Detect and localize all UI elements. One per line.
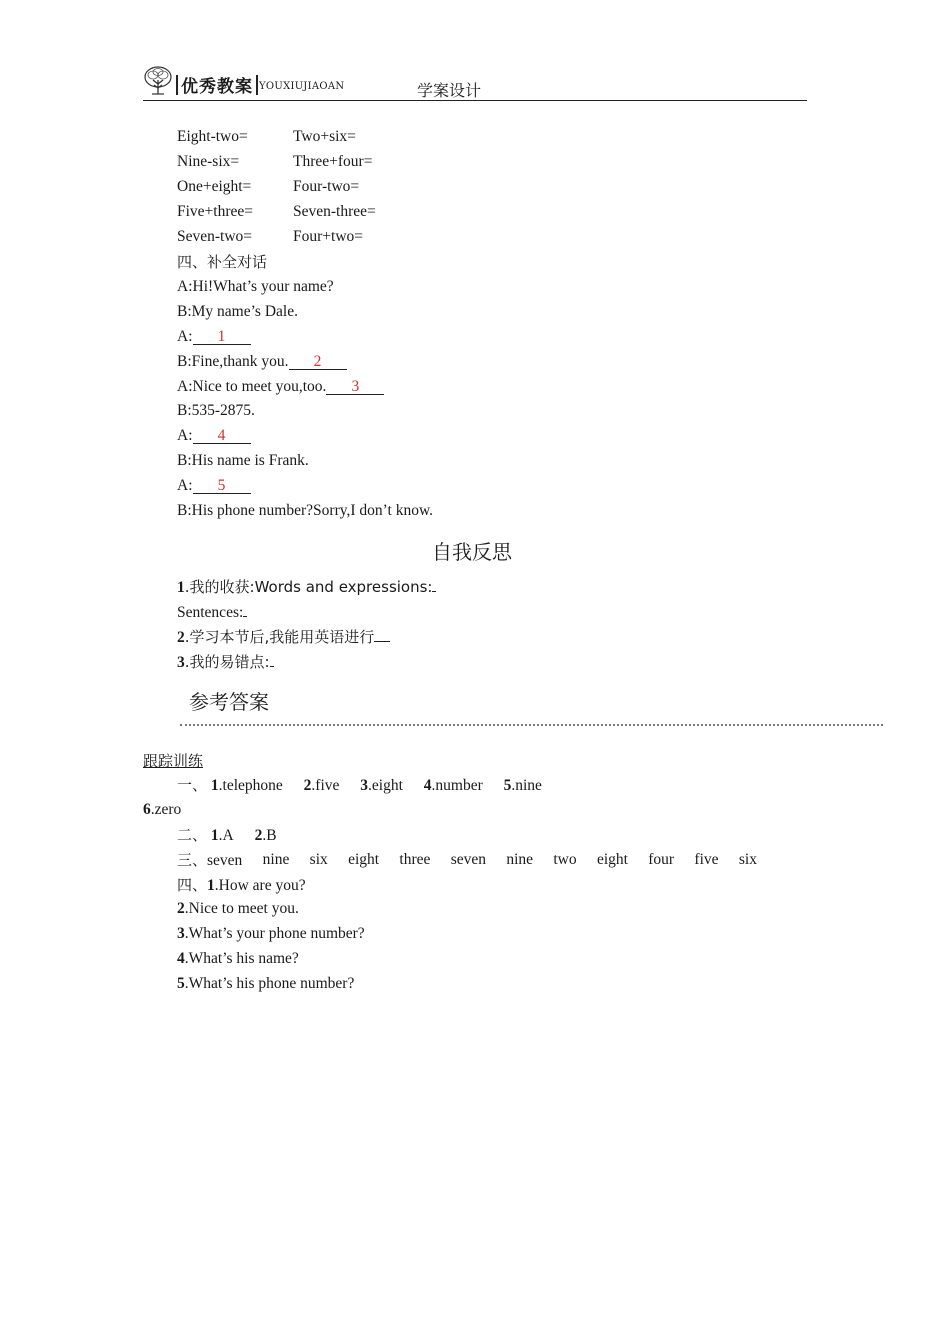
answer-section-1-tail xyxy=(143,800,181,820)
reflection-item-1 xyxy=(177,576,436,598)
dialogue-speaker: A: xyxy=(177,477,193,494)
item-number: 1 xyxy=(177,579,185,596)
dialogue-line-1: A:Hi!What’s your name? xyxy=(177,278,334,295)
answer-word: six xyxy=(309,851,328,868)
calc-left-5: Seven-two= xyxy=(177,228,253,245)
fill-blank xyxy=(270,651,274,667)
dialogue-heading: 四、补全对话 xyxy=(177,253,268,271)
item-number: 3 xyxy=(360,777,369,794)
reflection-item-3 xyxy=(177,651,274,673)
item-text: .我的收获:Words and expressions: xyxy=(184,578,433,596)
dialogue-text: A:Nice to meet you,too. xyxy=(177,378,327,395)
answer-section-4-item-2 xyxy=(177,899,299,919)
answer-blank-5: 5 xyxy=(193,478,251,494)
item-number: 2 xyxy=(303,777,312,794)
item-number: 3 xyxy=(177,925,185,942)
answer-blank-4: 4 xyxy=(193,428,251,444)
dialogue-text: B:Fine,thank you. xyxy=(177,353,289,370)
answer-blank-2: 2 xyxy=(289,354,347,370)
dialogue-line-8: B:His name is Frank. xyxy=(177,452,309,469)
answer-section-4-item-1 xyxy=(177,875,306,896)
calc-right-3: Four-two= xyxy=(293,178,360,195)
calc-left-1: Eight-two= xyxy=(177,128,248,145)
answer-word: five xyxy=(694,851,719,868)
dialogue-line-6: B:535-2875. xyxy=(177,402,255,419)
item-text: .What’s his phone number? xyxy=(184,975,355,992)
item-number: 3 xyxy=(177,654,185,671)
calc-right-2: Three+four= xyxy=(293,153,373,170)
dotted-divider xyxy=(180,724,883,726)
reflection-item-2 xyxy=(177,626,390,648)
answer-word: eight xyxy=(596,851,628,868)
answer-section-4-item-3 xyxy=(177,924,365,944)
answer-blank-3: 3 xyxy=(326,379,384,395)
answer-word: six xyxy=(738,851,757,868)
answer-word: seven xyxy=(207,852,243,869)
answer-word: four xyxy=(648,851,675,868)
section-prefix: 一、 xyxy=(177,776,208,794)
answer-blank-1: 1 xyxy=(193,329,251,345)
section-3-first xyxy=(177,850,242,871)
item-number: 5 xyxy=(177,975,185,992)
item-text: .zero xyxy=(150,801,182,818)
answer-section-4-item-4 xyxy=(177,949,299,969)
brand-subtitle: YOUXIUJIAOAN xyxy=(259,81,345,92)
answer-word: eight xyxy=(348,851,380,868)
answer-word: seven xyxy=(450,851,487,868)
reflection-title: 自我反思 xyxy=(432,540,512,564)
dialogue-line-5 xyxy=(177,377,384,397)
item-number: 1 xyxy=(210,827,219,844)
fill-blank xyxy=(243,601,247,617)
dialogue-line-2: B:My name’s Dale. xyxy=(177,303,298,320)
answer-word: nine xyxy=(506,851,534,868)
item-text: .How are you? xyxy=(214,877,306,894)
calc-left-2: Nine-six= xyxy=(177,153,240,170)
brand-name: 优秀教案 xyxy=(173,72,261,97)
dialogue-line-9 xyxy=(177,476,251,496)
answer-section-3 xyxy=(177,850,757,871)
dialogue-line-10: B:His phone number?Sorry,I don’t know. xyxy=(177,502,434,519)
dialogue-line-4 xyxy=(177,352,347,372)
section-prefix: 三、 xyxy=(177,851,208,869)
item-number: 5 xyxy=(503,777,512,794)
calc-left-3: One+eight= xyxy=(177,178,252,195)
calc-left-4: Five+three= xyxy=(177,203,254,220)
item-text: .A xyxy=(218,827,234,844)
item-text: Sentences: xyxy=(177,604,244,621)
calc-right-5: Four+two= xyxy=(293,228,364,245)
item-number: 1 xyxy=(210,777,219,794)
calc-right-4: Seven-three= xyxy=(293,203,376,220)
item-text: .five xyxy=(311,777,340,794)
answer-section-2 xyxy=(177,825,277,846)
calc-right-1: Two+six= xyxy=(293,128,356,145)
item-text: .What’s his name? xyxy=(184,950,299,967)
dialogue-speaker: A: xyxy=(177,328,193,345)
dialogue-speaker: A: xyxy=(177,427,193,444)
item-number: 4 xyxy=(423,777,432,794)
item-text: .eight xyxy=(368,777,403,794)
item-text: .nine xyxy=(511,777,542,794)
answers-title: 参考答案 xyxy=(189,690,269,714)
item-number: 2 xyxy=(254,827,263,844)
header-title: 学案设计 xyxy=(417,81,482,100)
item-number: 4 xyxy=(177,950,185,967)
item-text: .我的易错点: xyxy=(184,653,270,671)
answer-section-4-item-5 xyxy=(177,974,354,994)
dialogue-line-3 xyxy=(177,327,251,347)
item-text: .B xyxy=(262,827,277,844)
section-prefix: 二、 xyxy=(177,826,208,844)
item-text: .number xyxy=(431,777,483,794)
item-text: .Nice to meet you. xyxy=(184,900,299,917)
item-text: .What’s your phone number? xyxy=(184,925,365,942)
item-number: 1 xyxy=(207,877,215,894)
dialogue-line-7 xyxy=(177,426,251,446)
item-text: .学习本节后,我能用英语进行 xyxy=(184,628,375,646)
answer-word: three xyxy=(399,851,431,868)
item-text: .telephone xyxy=(218,777,283,794)
answer-word: two xyxy=(553,851,577,868)
page-header xyxy=(143,66,807,101)
item-number: 2 xyxy=(177,629,185,646)
reflection-item-1b xyxy=(177,601,247,623)
answer-word: nine xyxy=(262,851,290,868)
fill-blank xyxy=(374,626,390,642)
section-prefix: 四、 xyxy=(177,876,208,894)
item-number: 2 xyxy=(177,900,185,917)
answer-section-1 xyxy=(177,775,542,796)
tree-logo-icon xyxy=(143,66,173,96)
track-training-heading: 跟踪训练 xyxy=(143,752,204,770)
fill-blank xyxy=(432,576,436,592)
item-number: 6 xyxy=(143,801,151,818)
